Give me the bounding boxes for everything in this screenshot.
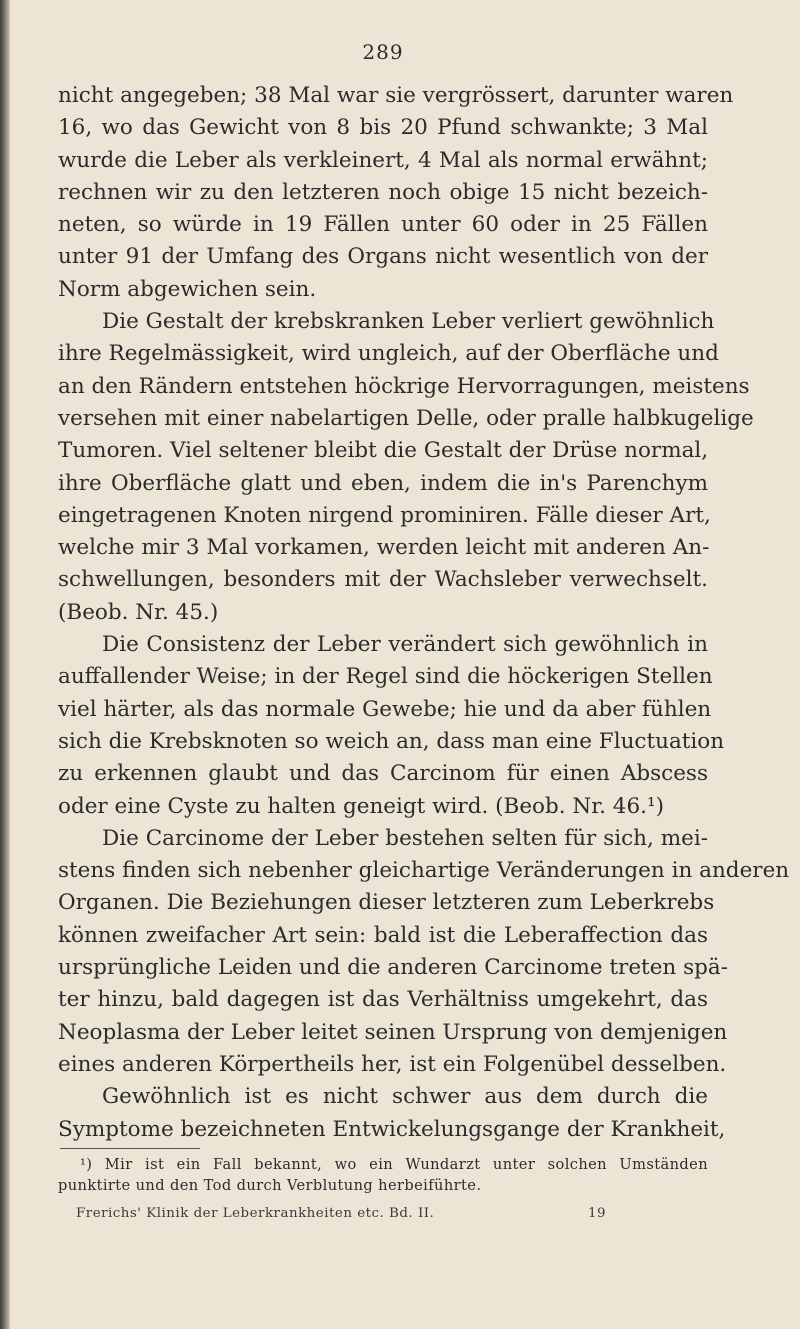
signature-mark: 19 bbox=[587, 1206, 606, 1221]
text-line: Die Carcinome der Leber bestehen selten für sich, mei- bbox=[102, 825, 708, 851]
text-line: an den Rändern entstehen höckrige Hervorragungen, meistens bbox=[58, 373, 750, 399]
text-line: welche mir 3 Mal vorkamen, werden leicht mit anderen An- bbox=[58, 535, 710, 561]
text-line: sich die Krebsknoten so weich an, dass man eine Fluctuation bbox=[58, 728, 725, 754]
body-text bbox=[58, 80, 790, 1146]
footnotes bbox=[58, 1154, 708, 1196]
text-line: viel härter, als das normale Gewebe; hie und da aber fühlen bbox=[58, 696, 712, 722]
printer-signature bbox=[76, 1206, 606, 1221]
footnote-line: punktirte und den Tod durch Verblutung herbeiführte. bbox=[58, 1177, 482, 1194]
text-line: eines anderen Körpertheils her, ist ein Folgenübel desselben. bbox=[58, 1051, 727, 1077]
text-line: nicht angegeben; 38 Mal war sie vergrössert, darunter waren bbox=[58, 83, 734, 108]
text-line: ursprüngliche Leiden und die anderen Carcinome treten spä- bbox=[58, 955, 728, 981]
footnote-line: ¹) Mir ist ein Fall bekannt, wo ein Wundarzt unter solchen Umständen bbox=[80, 1156, 708, 1173]
text-line: können zweifacher Art sein: bald ist die Leberaffection das bbox=[58, 922, 708, 948]
text-line: auffallender Weise; in der Regel sind die höckerigen Stellen bbox=[58, 664, 713, 690]
text-line: Symptome bezeichneten Entwickelungsgange der Krankheit, bbox=[58, 1116, 726, 1142]
text-line: unter 91 der Umfang des Organs nicht wesentlich von der bbox=[58, 244, 708, 270]
text-line: Norm abgewichen sein. bbox=[58, 276, 317, 302]
text-line: ter hinzu, bald dagegen ist das Verhältniss umgekehrt, das bbox=[58, 987, 708, 1013]
text-line: ihre Oberfläche glatt und eben, indem die in's Parenchym bbox=[58, 470, 708, 496]
text-line: schwellungen, besonders mit der Wachsleber verwechselt. bbox=[58, 567, 708, 593]
text-line: Tumoren. Viel seltener bleibt die Gestalt der Drüse normal, bbox=[58, 438, 709, 464]
text-line: versehen mit einer nabelartigen Delle, oder pralle halbkugelige bbox=[58, 405, 754, 431]
text-line: zu erkennen glaubt und das Carcinom für einen Abscess bbox=[58, 761, 708, 787]
text-line: Die Consistenz der Leber verändert sich gewöhnlich in bbox=[102, 632, 708, 658]
text-line: rechnen wir zu den letzteren noch obige 15 nicht bezeich- bbox=[58, 179, 708, 205]
footnote-rule bbox=[60, 1148, 200, 1149]
signature-title: Frerichs' Klinik der Leberkrankheiten etc. Bd. II. bbox=[76, 1206, 435, 1221]
text-line: eingetragenen Knoten nirgend prominiren. Fälle dieser Art, bbox=[58, 502, 711, 528]
text-line: ihre Regelmässigkeit, wird ungleich, auf der Oberfläche und bbox=[58, 341, 719, 367]
text-line: Organen. Die Beziehungen dieser letzteren zum Leberkrebs bbox=[58, 890, 715, 916]
text-line: stens finden sich nebenher gleichartige Veränderungen in anderen bbox=[58, 858, 790, 884]
text-line: neten, so würde in 19 Fällen unter 60 oder in 25 Fällen bbox=[58, 212, 708, 238]
text-line: oder eine Cyste zu halten geneigt wird. (Beob. Nr. 46.¹) bbox=[58, 793, 665, 819]
text-line: Neoplasma der Leber leitet seinen Ursprung von demjenigen bbox=[58, 1019, 728, 1045]
text-line: Die Gestalt der krebskranken Leber verliert gewöhnlich bbox=[102, 309, 715, 335]
text-line: 16, wo das Gewicht von 8 bis 20 Pfund schwankte; 3 Mal bbox=[58, 115, 708, 141]
page-number: 289 bbox=[362, 40, 404, 64]
text-line: Gewöhnlich ist es nicht schwer aus dem durch die bbox=[102, 1084, 708, 1110]
text-line: wurde die Leber als verkleinert, 4 Mal als normal erwähnt; bbox=[58, 147, 708, 173]
page-binding-edge bbox=[0, 0, 10, 1329]
text-line: (Beob. Nr. 45.) bbox=[58, 599, 219, 625]
